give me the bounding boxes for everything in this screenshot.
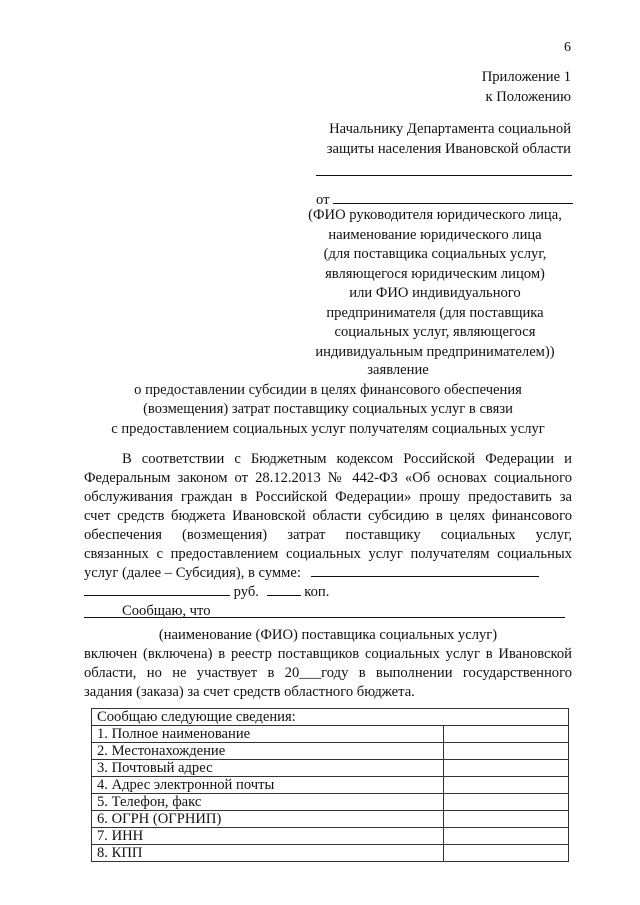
table-row-label: 3. Почтовый адрес: [92, 760, 444, 777]
table-row-value[interactable]: [444, 811, 569, 828]
kop-input-line[interactable]: [267, 595, 301, 596]
supplier-name-line[interactable]: [84, 617, 565, 618]
table-row-value[interactable]: [444, 777, 569, 794]
rub-input-line[interactable]: [84, 595, 230, 596]
table-row: [92, 726, 569, 743]
applicant-desc-line: наименование юридического лица: [328, 226, 542, 243]
table-row-value[interactable]: [444, 743, 569, 760]
table-row-label: 1. Полное наименование: [92, 726, 444, 743]
table-row-value[interactable]: [444, 845, 569, 862]
table-row-value[interactable]: [444, 794, 569, 811]
rub-label: руб.: [233, 584, 259, 600]
title-line-2: (возмещения) затрат поставщику социальных услуг в связи: [143, 401, 513, 417]
paragraph-line: Федеральным законом от 28.12.2013 № 442-ФЗ «Об основах социального: [84, 470, 572, 486]
paragraph-line: обеспечения (возмещения) затрат поставщику социальных услуг,: [84, 527, 572, 543]
table-row-label: 6. ОГРН (ОГРНИП): [92, 811, 444, 828]
applicant-desc-line: (ФИО руководителя юридического лица,: [308, 207, 562, 223]
appendix-line-1: Приложение 1: [481, 69, 571, 85]
registry-line: включен (включена) в реестр поставщиков социальных услуг в Ивановской: [84, 646, 572, 662]
applicant-desc-line: являющегося юридическим лицом): [325, 265, 545, 282]
table-row-label: 2. Местонахождение: [92, 743, 444, 760]
table-row-label: 8. КПП: [92, 845, 444, 862]
title-line-3: с предоставлением социальных услуг получателям социальных услуг: [111, 420, 545, 437]
paragraph-line: связанных с предоставлением социальных услуг получателям социальных: [84, 546, 572, 562]
from-input-line[interactable]: [333, 191, 573, 204]
kop-label: коп.: [304, 584, 330, 600]
recipient-block: [327, 120, 571, 159]
sum-line: [84, 564, 574, 584]
table-row: [92, 743, 569, 760]
sum-label: услуг (далее – Субсидия), в сумме:: [84, 565, 301, 581]
appendix-line-2: к Положению: [485, 88, 571, 105]
table-row-value[interactable]: [444, 726, 569, 743]
appendix-header: [482, 68, 571, 107]
sum-input-line[interactable]: [311, 576, 539, 577]
info-table: [91, 708, 569, 862]
recipient-signature-line[interactable]: [316, 175, 572, 176]
applicant-desc-line: (для поставщика социальных услуг,: [323, 246, 547, 262]
table-row: [92, 777, 569, 794]
applicant-desc-line: индивидуальным предпринимателем)): [315, 343, 555, 360]
applicant-desc-line: или ФИО индивидуального: [349, 285, 521, 301]
applicant-desc-line: предпринимателя (для поставщика: [326, 304, 544, 321]
paragraph-line: В соответствии с Бюджетным кодексом Российской Федерации и: [122, 451, 572, 467]
recipient-line-2: защиты населения Ивановской области: [326, 140, 571, 157]
table-row-label: 7. ИНН: [92, 828, 444, 845]
amount-line: [84, 583, 329, 603]
table-row: [92, 811, 569, 828]
registry-line: области, но не участвует в 20___году в выполнении государственного: [84, 665, 572, 681]
page-number: 6: [564, 40, 571, 55]
table-row-value[interactable]: [444, 828, 569, 845]
report-label: Сообщаю, что: [122, 603, 211, 619]
paragraph-line: счет средств бюджета Ивановской области субсидию в целях финансового: [84, 508, 572, 524]
title-main: заявление: [367, 362, 429, 378]
table-row: [92, 794, 569, 811]
table-row: [92, 828, 569, 845]
table-header: Сообщаю следующие сведения:: [92, 709, 569, 726]
table-row-label: 5. Телефон, факс: [92, 794, 444, 811]
table-row-value[interactable]: [444, 760, 569, 777]
recipient-line-1: Начальнику Департамента социальной: [329, 121, 571, 137]
registry-line: задания (заказа) за счет средств областного бюджета.: [84, 684, 415, 700]
applicant-description: [290, 206, 580, 362]
from-label: от: [316, 192, 330, 208]
document-title: [70, 361, 586, 439]
paragraph-line: обслуживания граждан в Российской Федерации» прошу предоставить за: [84, 489, 572, 505]
table-row: [92, 845, 569, 862]
title-line-1: о предоставлении субсидии в целях финансового обеспечения: [134, 381, 522, 398]
applicant-desc-line: социальных услуг, являющегося: [334, 324, 536, 340]
table-row: [92, 760, 569, 777]
table-header-row: [92, 709, 569, 726]
table-row-label: 4. Адрес электронной почты: [92, 777, 444, 794]
supplier-caption: (наименование (ФИО) поставщика социальных услуг): [158, 627, 498, 643]
